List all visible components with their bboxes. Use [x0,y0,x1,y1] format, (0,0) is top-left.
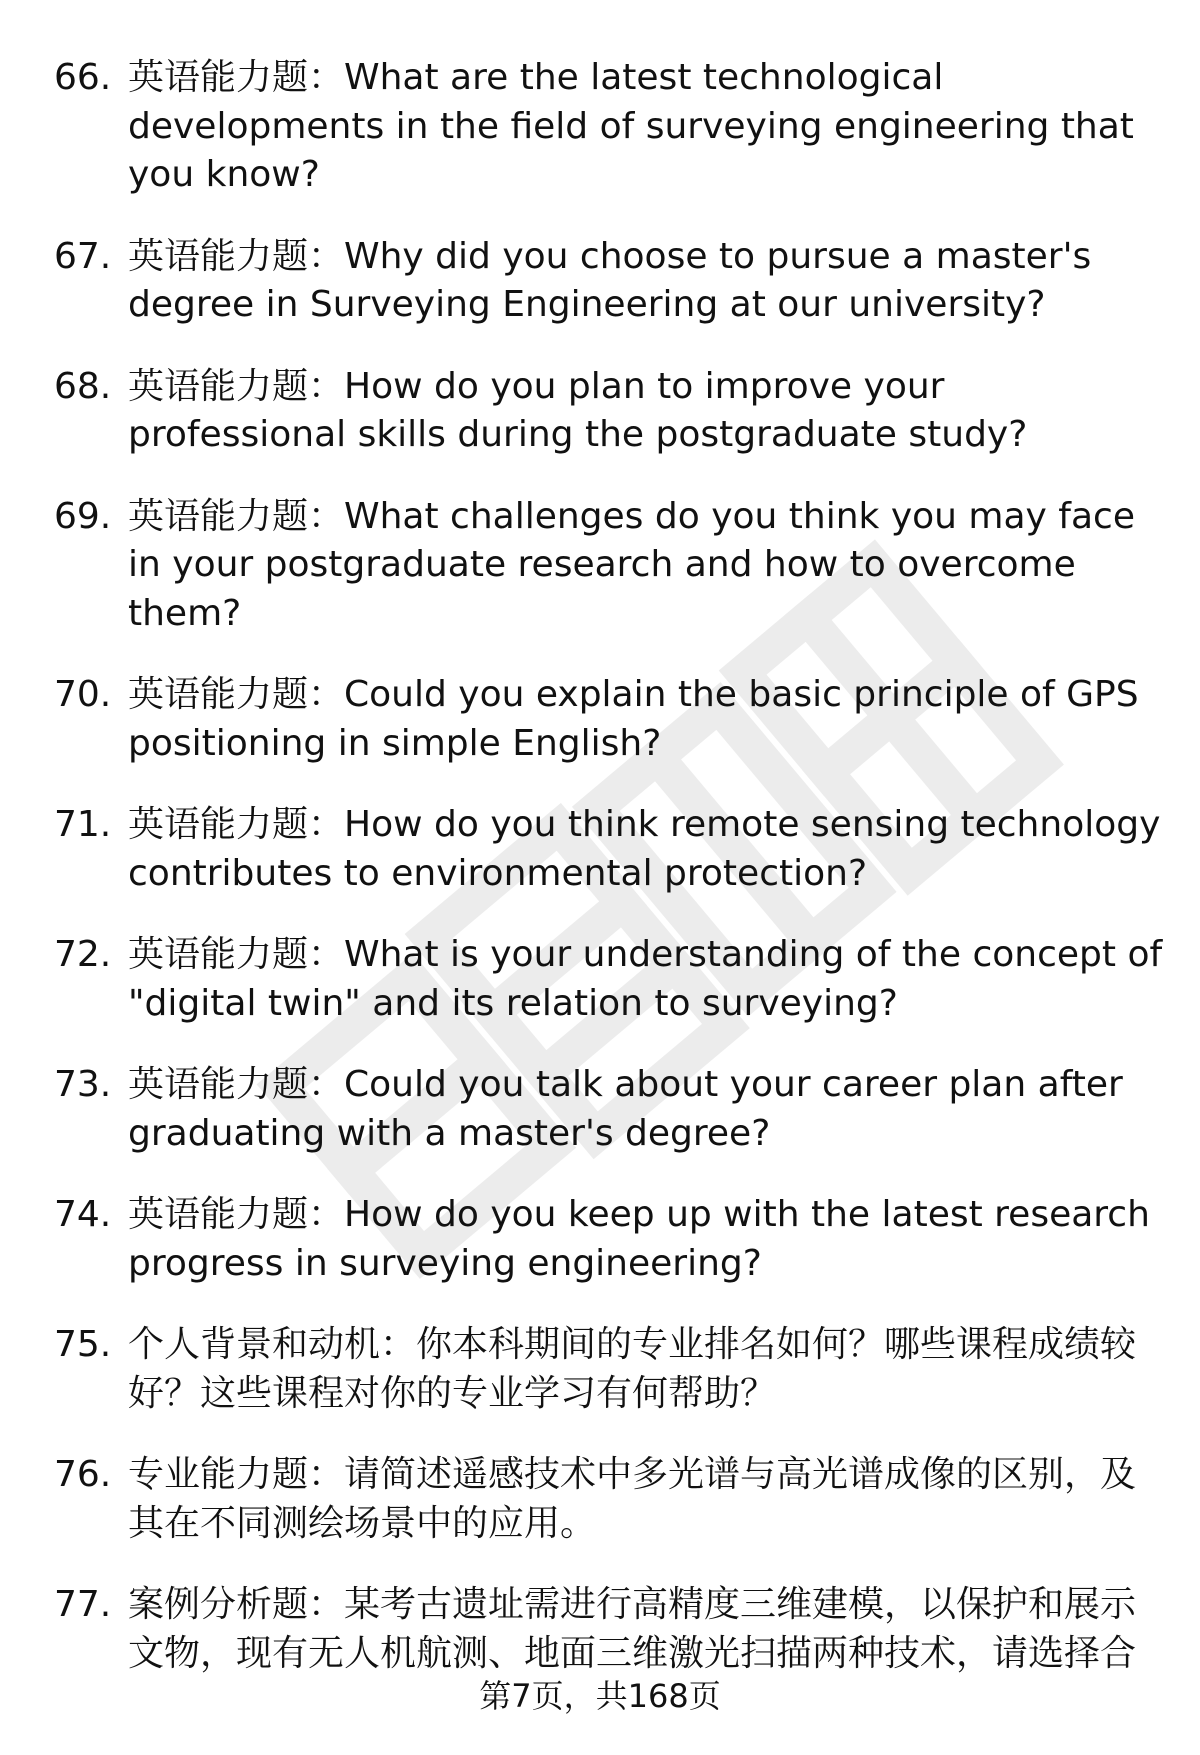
question-number: 68. [54,365,112,407]
question-text [128,1321,1164,1418]
question-item [54,493,1164,639]
question-body: Why did you choose to pursue a master's degree in Surveying Engineering at our university? [128,235,1092,325]
question-item [54,233,1164,330]
question-body: What are the latest technological developments in the field of surveying engineering that you know? [128,57,1134,195]
question-number: 71. [54,804,112,845]
question-body: How do you plan to improve your professional skills during the postgraduate study? [128,365,1028,455]
question-text [128,1191,1164,1288]
question-number: 66. [54,57,112,98]
question-category: 英语能力题： [128,1064,345,1105]
question-item [54,1581,1164,1678]
question-number: 67. [54,235,112,277]
question-body: Could you talk about your career plan after graduating with a master's degree? [128,1064,1123,1154]
question-category: 英语能力题： [128,57,345,98]
question-number: 73. [54,1064,112,1105]
question-category: 英语能力题： [128,674,345,715]
question-text [128,931,1164,1028]
question-item [54,1191,1164,1288]
question-body: How do you think remote sensing technology contributes to environmental protection? [128,804,1161,894]
question-body: What challenges do you think you may face in your postgraduate research and how to overcome them? [128,495,1135,634]
question-text [128,1061,1164,1158]
question-body: 某考古遗址需进行高精度三维建模，以保护和展示文物，现有无人机航测、地面三维激光扫描两种技术，请选择合 [128,1584,1137,1674]
question-body: Could you explain the basic principle of GPS positioning in simple English? [128,674,1139,764]
question-item [54,363,1164,460]
question-item [54,1061,1164,1158]
page-footer [0,1676,1200,1716]
question-category: 英语能力题： [128,495,345,537]
question-number: 70. [54,674,112,715]
question-body: How do you keep up with the latest research progress in surveying engineering? [128,1194,1150,1284]
question-category: 案例分析题： [128,1584,345,1625]
question-text [128,1451,1164,1548]
question-number: 77. [54,1584,112,1625]
question-category: 英语能力题： [128,365,345,407]
question-number: 76. [54,1454,112,1495]
question-text [128,671,1164,768]
question-text [128,363,1164,460]
question-item [54,1321,1164,1418]
question-category: 个人背景和动机： [128,1324,417,1365]
question-item [54,54,1164,200]
question-list [54,54,1164,1711]
question-text [128,1581,1164,1678]
question-text [128,233,1164,330]
question-number: 75. [54,1324,112,1365]
question-text [128,801,1164,898]
question-category: 英语能力题： [128,1194,345,1235]
question-body: 你本科期间的专业排名如何？哪些课程成绩较好？这些课程对你的专业学习有何帮助？ [128,1324,1137,1414]
question-category: 专业能力题： [128,1454,345,1495]
question-item [54,1451,1164,1548]
question-number: 69. [54,495,112,537]
question-body: What is your understanding of the concept of "digital twin" and its relation to surveying? [128,934,1163,1024]
question-number: 74. [54,1194,112,1235]
question-body: 请简述遥感技术中多光谱与高光谱成像的区别，及其在不同测绘场景中的应用。 [128,1454,1137,1544]
question-text [128,493,1164,639]
question-item [54,801,1164,898]
page-number-label: 第7页，共168页 [479,1677,721,1715]
question-category: 英语能力题： [128,804,345,845]
question-item [54,671,1164,768]
question-item [54,931,1164,1028]
question-text [128,54,1164,200]
question-category: 英语能力题： [128,235,345,277]
question-number: 72. [54,934,112,975]
question-category: 英语能力题： [128,934,345,975]
